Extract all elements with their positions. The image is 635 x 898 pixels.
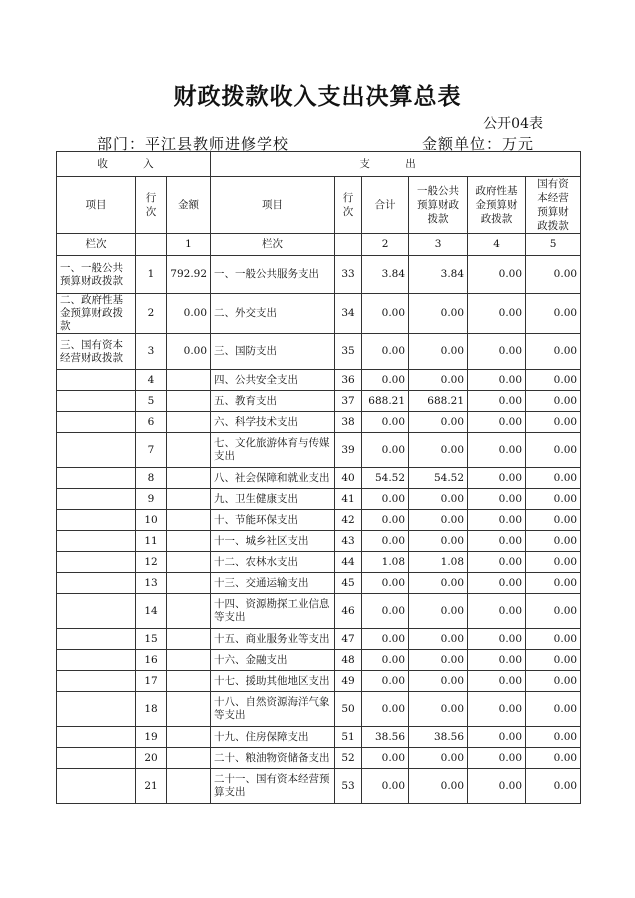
total-cell: 0.00 bbox=[362, 433, 409, 468]
col-label-income: 栏次 bbox=[57, 234, 136, 256]
income-line-cell: 21 bbox=[136, 769, 167, 804]
income-line-cell: 4 bbox=[136, 370, 167, 391]
total-cell: 0.00 bbox=[362, 769, 409, 804]
income-item-cell bbox=[57, 489, 136, 510]
income-item-cell bbox=[57, 433, 136, 468]
total-cell: 0.00 bbox=[362, 334, 409, 370]
expense-line-cell: 45 bbox=[335, 573, 362, 594]
state-capital-cell: 0.00 bbox=[526, 370, 581, 391]
expense-line-cell: 48 bbox=[335, 650, 362, 671]
table-row bbox=[57, 412, 581, 433]
income-line-cell: 12 bbox=[136, 552, 167, 573]
expense-line-cell: 47 bbox=[335, 629, 362, 650]
expense-line-cell: 44 bbox=[335, 552, 362, 573]
state-capital-cell: 0.00 bbox=[526, 510, 581, 531]
expense-line-cell: 33 bbox=[335, 256, 362, 294]
table-row bbox=[57, 433, 581, 468]
income-item-cell bbox=[57, 370, 136, 391]
total-cell: 0.00 bbox=[362, 748, 409, 769]
income-item-cell bbox=[57, 468, 136, 489]
expense-line-cell: 34 bbox=[335, 294, 362, 334]
expense-item-cell: 十三、交通运输支出 bbox=[211, 573, 335, 594]
table-row bbox=[57, 769, 581, 804]
income-amount-cell bbox=[167, 489, 211, 510]
income-item-cell bbox=[57, 510, 136, 531]
total-cell: 3.84 bbox=[362, 256, 409, 294]
state-capital-cell: 0.00 bbox=[526, 489, 581, 510]
expense-item-cell: 十六、金融支出 bbox=[211, 650, 335, 671]
expense-line-cell: 51 bbox=[335, 727, 362, 748]
empty-cell bbox=[335, 234, 362, 256]
state-capital-cell: 0.00 bbox=[526, 468, 581, 489]
income-amount-cell: 0.00 bbox=[167, 294, 211, 334]
general-budget-cell: 688.21 bbox=[409, 391, 468, 412]
gov-fund-cell: 0.00 bbox=[468, 552, 526, 573]
expense-item-cell: 十九、住房保障支出 bbox=[211, 727, 335, 748]
state-capital-cell: 0.00 bbox=[526, 727, 581, 748]
income-amount-header: 金额 bbox=[167, 177, 211, 234]
income-amount-cell: 792.92 bbox=[167, 256, 211, 294]
col-index-2: 2 bbox=[362, 234, 409, 256]
income-item-cell bbox=[57, 671, 136, 692]
income-item-cell bbox=[57, 573, 136, 594]
gov-fund-cell: 0.00 bbox=[468, 671, 526, 692]
income-item-cell bbox=[57, 692, 136, 727]
income-section-header: 收 入 bbox=[57, 152, 211, 177]
table-row bbox=[57, 370, 581, 391]
income-line-cell: 17 bbox=[136, 671, 167, 692]
income-line-cell: 15 bbox=[136, 629, 167, 650]
income-line-cell: 7 bbox=[136, 433, 167, 468]
income-item-cell: 三、国有资本经营财政拨款 bbox=[57, 334, 136, 370]
income-line-cell: 2 bbox=[136, 294, 167, 334]
general-budget-cell: 0.00 bbox=[409, 412, 468, 433]
section-header-row bbox=[57, 152, 581, 177]
expense-item-cell: 十二、农林水支出 bbox=[211, 552, 335, 573]
income-amount-cell bbox=[167, 531, 211, 552]
state-capital-cell: 0.00 bbox=[526, 412, 581, 433]
income-item-cell bbox=[57, 391, 136, 412]
state-capital-cell: 0.00 bbox=[526, 671, 581, 692]
gov-fund-cell: 0.00 bbox=[468, 489, 526, 510]
total-cell: 0.00 bbox=[362, 294, 409, 334]
general-budget-cell: 38.56 bbox=[409, 727, 468, 748]
table-row bbox=[57, 489, 581, 510]
gov-fund-cell: 0.00 bbox=[468, 510, 526, 531]
total-cell: 0.00 bbox=[362, 671, 409, 692]
income-line-cell: 8 bbox=[136, 468, 167, 489]
expense-line-cell: 35 bbox=[335, 334, 362, 370]
general-budget-cell: 0.00 bbox=[409, 510, 468, 531]
total-cell: 0.00 bbox=[362, 629, 409, 650]
state-capital-cell: 0.00 bbox=[526, 334, 581, 370]
income-item-cell bbox=[57, 412, 136, 433]
table-row bbox=[57, 650, 581, 671]
page-title: 财政拨款收入支出决算总表 bbox=[173, 84, 462, 110]
department-label: 部门：平江县教师进修学校 bbox=[97, 135, 290, 153]
general-budget-cell: 0.00 bbox=[409, 334, 468, 370]
expense-section-header: 支 出 bbox=[211, 152, 581, 177]
total-cell: 688.21 bbox=[362, 391, 409, 412]
general-budget-cell: 0.00 bbox=[409, 769, 468, 804]
general-budget-cell: 0.00 bbox=[409, 531, 468, 552]
table-row bbox=[57, 510, 581, 531]
expense-item-cell: 九、卫生健康支出 bbox=[211, 489, 335, 510]
table-row bbox=[57, 692, 581, 727]
income-line-cell: 1 bbox=[136, 256, 167, 294]
income-line-cell: 3 bbox=[136, 334, 167, 370]
expense-item-header: 项目 bbox=[211, 177, 335, 234]
income-amount-cell bbox=[167, 629, 211, 650]
income-amount-cell bbox=[167, 594, 211, 629]
income-item-cell bbox=[57, 748, 136, 769]
income-line-cell: 18 bbox=[136, 692, 167, 727]
expense-line-cell: 50 bbox=[335, 692, 362, 727]
state-capital-cell: 0.00 bbox=[526, 748, 581, 769]
income-item-cell: 一、一般公共预算财政拨款 bbox=[57, 256, 136, 294]
income-amount-cell bbox=[167, 433, 211, 468]
total-header: 合计 bbox=[362, 177, 409, 234]
column-header-row bbox=[57, 177, 581, 234]
column-index-row bbox=[57, 234, 581, 256]
budget-table bbox=[56, 151, 581, 804]
form-number: 公开04表 bbox=[483, 116, 543, 132]
table-row bbox=[57, 256, 581, 294]
state-capital-cell: 0.00 bbox=[526, 650, 581, 671]
income-line-cell: 13 bbox=[136, 573, 167, 594]
income-amount-cell bbox=[167, 769, 211, 804]
income-amount-cell bbox=[167, 552, 211, 573]
gov-fund-cell: 0.00 bbox=[468, 294, 526, 334]
income-item-cell bbox=[57, 629, 136, 650]
gov-fund-cell: 0.00 bbox=[468, 769, 526, 804]
income-amount-cell bbox=[167, 510, 211, 531]
general-budget-cell: 0.00 bbox=[409, 748, 468, 769]
general-budget-cell: 0.00 bbox=[409, 629, 468, 650]
income-item-cell bbox=[57, 727, 136, 748]
state-capital-cell: 0.00 bbox=[526, 594, 581, 629]
expense-line-cell: 37 bbox=[335, 391, 362, 412]
general-budget-cell: 54.52 bbox=[409, 468, 468, 489]
table-row bbox=[57, 573, 581, 594]
state-capital-cell: 0.00 bbox=[526, 391, 581, 412]
expense-line-cell: 46 bbox=[335, 594, 362, 629]
state-capital-cell: 0.00 bbox=[526, 629, 581, 650]
gov-fund-cell: 0.00 bbox=[468, 727, 526, 748]
total-cell: 0.00 bbox=[362, 510, 409, 531]
total-cell: 1.08 bbox=[362, 552, 409, 573]
income-amount-cell bbox=[167, 692, 211, 727]
general-budget-cell: 0.00 bbox=[409, 594, 468, 629]
col-index-3: 3 bbox=[409, 234, 468, 256]
expense-item-cell: 十八、自然资源海洋气象等支出 bbox=[211, 692, 335, 727]
general-budget-cell: 0.00 bbox=[409, 433, 468, 468]
general-budget-cell: 0.00 bbox=[409, 370, 468, 391]
total-cell: 0.00 bbox=[362, 650, 409, 671]
general-budget-cell: 0.00 bbox=[409, 692, 468, 727]
expense-item-cell: 十五、商业服务业等支出 bbox=[211, 629, 335, 650]
gov-fund-cell: 0.00 bbox=[468, 748, 526, 769]
expense-line-cell: 39 bbox=[335, 433, 362, 468]
unit-label: 金额单位：万元 bbox=[422, 135, 535, 153]
table-row bbox=[57, 727, 581, 748]
expense-item-cell: 一、一般公共服务支出 bbox=[211, 256, 335, 294]
income-amount-cell bbox=[167, 727, 211, 748]
income-item-header: 项目 bbox=[57, 177, 136, 234]
income-item-cell bbox=[57, 594, 136, 629]
general-budget-cell: 3.84 bbox=[409, 256, 468, 294]
total-cell: 0.00 bbox=[362, 692, 409, 727]
income-line-cell: 14 bbox=[136, 594, 167, 629]
income-amount-cell bbox=[167, 573, 211, 594]
table-row bbox=[57, 629, 581, 650]
gov-fund-cell: 0.00 bbox=[468, 573, 526, 594]
income-item-cell bbox=[57, 552, 136, 573]
empty-cell bbox=[136, 234, 167, 256]
gov-fund-cell: 0.00 bbox=[468, 468, 526, 489]
expense-item-cell: 四、公共安全支出 bbox=[211, 370, 335, 391]
income-line-cell: 6 bbox=[136, 412, 167, 433]
state-capital-cell: 0.00 bbox=[526, 769, 581, 804]
state-capital-cell: 0.00 bbox=[526, 256, 581, 294]
gov-fund-cell: 0.00 bbox=[468, 334, 526, 370]
total-cell: 0.00 bbox=[362, 489, 409, 510]
general-budget-cell: 0.00 bbox=[409, 671, 468, 692]
income-item-cell bbox=[57, 650, 136, 671]
table-row bbox=[57, 594, 581, 629]
gov-fund-header: 政府性基 金预算财 政拨款 bbox=[468, 177, 526, 234]
total-cell: 0.00 bbox=[362, 370, 409, 391]
gov-fund-cell: 0.00 bbox=[468, 370, 526, 391]
income-amount-cell: 0.00 bbox=[167, 334, 211, 370]
general-budget-header: 一般公共 预算财政 拨款 bbox=[409, 177, 468, 234]
col-index-1: 1 bbox=[167, 234, 211, 256]
gov-fund-cell: 0.00 bbox=[468, 256, 526, 294]
table-row bbox=[57, 531, 581, 552]
income-amount-cell bbox=[167, 650, 211, 671]
table-row bbox=[57, 334, 581, 370]
expense-line-cell: 53 bbox=[335, 769, 362, 804]
income-line-cell: 10 bbox=[136, 510, 167, 531]
income-line-cell: 5 bbox=[136, 391, 167, 412]
expense-item-cell: 二十一、国有资本经营预算支出 bbox=[211, 769, 335, 804]
state-capital-cell: 0.00 bbox=[526, 433, 581, 468]
expense-item-cell: 三、国防支出 bbox=[211, 334, 335, 370]
general-budget-cell: 0.00 bbox=[409, 489, 468, 510]
income-line-header: 行 次 bbox=[136, 177, 167, 234]
expense-line-cell: 49 bbox=[335, 671, 362, 692]
col-index-5: 5 bbox=[526, 234, 581, 256]
expense-item-cell: 十、节能环保支出 bbox=[211, 510, 335, 531]
state-capital-cell: 0.00 bbox=[526, 531, 581, 552]
gov-fund-cell: 0.00 bbox=[468, 391, 526, 412]
total-cell: 54.52 bbox=[362, 468, 409, 489]
expense-line-cell: 41 bbox=[335, 489, 362, 510]
income-line-cell: 19 bbox=[136, 727, 167, 748]
table-row bbox=[57, 671, 581, 692]
expense-line-cell: 42 bbox=[335, 510, 362, 531]
expense-item-cell: 八、社会保障和就业支出 bbox=[211, 468, 335, 489]
gov-fund-cell: 0.00 bbox=[468, 594, 526, 629]
expense-item-cell: 七、文化旅游体育与传媒支出 bbox=[211, 433, 335, 468]
state-capital-cell: 0.00 bbox=[526, 573, 581, 594]
state-capital-cell: 0.00 bbox=[526, 552, 581, 573]
income-amount-cell bbox=[167, 370, 211, 391]
income-amount-cell bbox=[167, 748, 211, 769]
expense-item-cell: 十四、资源勘探工业信息等支出 bbox=[211, 594, 335, 629]
income-line-cell: 20 bbox=[136, 748, 167, 769]
income-item-cell bbox=[57, 769, 136, 804]
expense-line-cell: 38 bbox=[335, 412, 362, 433]
income-line-cell: 9 bbox=[136, 489, 167, 510]
general-budget-cell: 0.00 bbox=[409, 650, 468, 671]
gov-fund-cell: 0.00 bbox=[468, 629, 526, 650]
total-cell: 0.00 bbox=[362, 531, 409, 552]
table-row bbox=[57, 468, 581, 489]
income-amount-cell bbox=[167, 671, 211, 692]
gov-fund-cell: 0.00 bbox=[468, 433, 526, 468]
gov-fund-cell: 0.00 bbox=[468, 531, 526, 552]
state-capital-header: 国有资 本经营 预算财 政拨款 bbox=[526, 177, 581, 234]
general-budget-cell: 1.08 bbox=[409, 552, 468, 573]
table-row bbox=[57, 391, 581, 412]
table-row bbox=[57, 552, 581, 573]
total-cell: 38.56 bbox=[362, 727, 409, 748]
expense-item-cell: 二、外交支出 bbox=[211, 294, 335, 334]
income-line-cell: 11 bbox=[136, 531, 167, 552]
expense-item-cell: 十一、城乡社区支出 bbox=[211, 531, 335, 552]
expense-item-cell: 二十、粮油物资储备支出 bbox=[211, 748, 335, 769]
general-budget-cell: 0.00 bbox=[409, 294, 468, 334]
income-line-cell: 16 bbox=[136, 650, 167, 671]
income-item-cell: 二、政府性基金预算财政拨款 bbox=[57, 294, 136, 334]
gov-fund-cell: 0.00 bbox=[468, 650, 526, 671]
total-cell: 0.00 bbox=[362, 594, 409, 629]
general-budget-cell: 0.00 bbox=[409, 573, 468, 594]
col-index-4: 4 bbox=[468, 234, 526, 256]
total-cell: 0.00 bbox=[362, 573, 409, 594]
expense-line-cell: 40 bbox=[335, 468, 362, 489]
expense-item-cell: 五、教育支出 bbox=[211, 391, 335, 412]
expense-item-cell: 六、科学技术支出 bbox=[211, 412, 335, 433]
income-amount-cell bbox=[167, 468, 211, 489]
expense-line-header: 行 次 bbox=[335, 177, 362, 234]
col-label-expense: 栏次 bbox=[211, 234, 335, 256]
income-amount-cell bbox=[167, 412, 211, 433]
gov-fund-cell: 0.00 bbox=[468, 692, 526, 727]
income-amount-cell bbox=[167, 391, 211, 412]
total-cell: 0.00 bbox=[362, 412, 409, 433]
expense-line-cell: 36 bbox=[335, 370, 362, 391]
gov-fund-cell: 0.00 bbox=[468, 412, 526, 433]
expense-line-cell: 52 bbox=[335, 748, 362, 769]
income-item-cell bbox=[57, 531, 136, 552]
table-row bbox=[57, 294, 581, 334]
expense-item-cell: 十七、援助其他地区支出 bbox=[211, 671, 335, 692]
expense-line-cell: 43 bbox=[335, 531, 362, 552]
state-capital-cell: 0.00 bbox=[526, 294, 581, 334]
state-capital-cell: 0.00 bbox=[526, 692, 581, 727]
table-row bbox=[57, 748, 581, 769]
